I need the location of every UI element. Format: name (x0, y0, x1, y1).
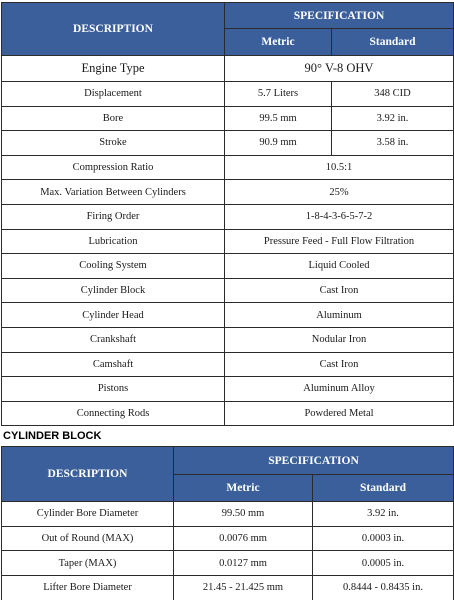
row-value: Liquid Cooled (225, 254, 454, 279)
row-label: Connecting Rods (2, 401, 225, 426)
row-label: Out of Round (MAX) (2, 526, 174, 551)
row-metric: 90.9 mm (225, 131, 332, 156)
table-row (2, 377, 454, 402)
row-value: 90° V-8 OHV (225, 56, 454, 82)
row-value: Cast Iron (225, 278, 454, 303)
row-metric: 0.0127 mm (174, 551, 313, 576)
table-row (2, 56, 454, 82)
row-metric: 0.0076 mm (174, 526, 313, 551)
table-row (2, 327, 454, 352)
table-row (2, 576, 454, 600)
row-value: Aluminum Alloy (225, 377, 454, 402)
row-label: Bore (2, 106, 225, 131)
table-row (2, 155, 454, 180)
metric-header: Metric (174, 475, 313, 502)
row-standard: 348 CID (332, 82, 454, 107)
row-metric: 21.45 - 21.425 mm (174, 576, 313, 600)
row-label: Taper (MAX) (2, 551, 174, 576)
row-value: Powdered Metal (225, 401, 454, 426)
row-label: Max. Variation Between Cylinders (2, 180, 225, 205)
row-label: Displacement (2, 82, 225, 107)
specification-header: SPECIFICATION (174, 447, 454, 475)
table-row (2, 278, 454, 303)
row-label: Stroke (2, 131, 225, 156)
row-standard: 3.58 in. (332, 131, 454, 156)
table-row (2, 254, 454, 279)
table-row (2, 352, 454, 377)
table-row (2, 82, 454, 107)
row-value: Aluminum (225, 303, 454, 328)
row-label: Cylinder Bore Diameter (2, 502, 174, 527)
row-standard: 3.92 in. (332, 106, 454, 131)
row-label: Lifter Bore Diameter (2, 576, 174, 600)
row-value: 10.5:1 (225, 155, 454, 180)
standard-header: Standard (332, 29, 454, 56)
row-standard: 0.0005 in. (313, 551, 454, 576)
section-title: CYLINDER BLOCK (3, 430, 102, 442)
row-standard: 0.8444 - 0.8435 in. (313, 576, 454, 600)
description-header: DESCRIPTION (2, 447, 174, 502)
row-label: Camshaft (2, 352, 225, 377)
table-row (2, 526, 454, 551)
row-metric: 99.50 mm (174, 502, 313, 527)
row-label: Engine Type (2, 56, 225, 82)
row-label: Compression Ratio (2, 155, 225, 180)
table-row (2, 131, 454, 156)
row-label: Cylinder Head (2, 303, 225, 328)
table-row (2, 180, 454, 205)
specification-header: SPECIFICATION (225, 3, 454, 29)
table-row (2, 551, 454, 576)
table-row (2, 106, 454, 131)
engine-specification-table (1, 2, 454, 426)
table-row (2, 204, 454, 229)
metric-header: Metric (225, 29, 332, 56)
table-row (2, 502, 454, 527)
row-metric: 99.5 mm (225, 106, 332, 131)
cylinder-block-table (1, 446, 454, 600)
row-label: Crankshaft (2, 327, 225, 352)
row-standard: 3.92 in. (313, 502, 454, 527)
standard-header: Standard (313, 475, 454, 502)
row-value: Pressure Feed - Full Flow Filtration (225, 229, 454, 254)
row-metric: 5.7 Liters (225, 82, 332, 107)
row-value: 1-8-4-3-6-5-7-2 (225, 204, 454, 229)
row-label: Cooling System (2, 254, 225, 279)
row-value: Nodular Iron (225, 327, 454, 352)
row-label: Cylinder Block (2, 278, 225, 303)
row-label: Lubrication (2, 229, 225, 254)
row-label: Pistons (2, 377, 225, 402)
table-row (2, 303, 454, 328)
table-row (2, 229, 454, 254)
row-label: Firing Order (2, 204, 225, 229)
row-value: Cast Iron (225, 352, 454, 377)
row-standard: 0.0003 in. (313, 526, 454, 551)
table-row (2, 401, 454, 426)
description-header: DESCRIPTION (2, 3, 225, 56)
row-value: 25% (225, 180, 454, 205)
